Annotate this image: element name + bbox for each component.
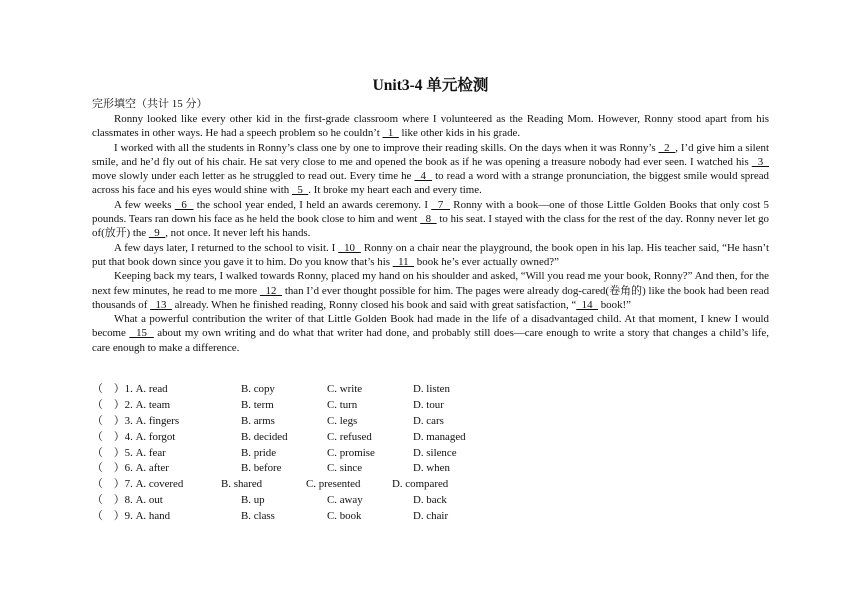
passage-text: What a powerful contribution the writer of that Little Golden Book had made in the life of a disadvantaged child. At that moment, I knew I would become (92, 313, 769, 340)
option-b: B. arms (241, 414, 275, 427)
option-row (92, 461, 512, 477)
option-b: B. term (241, 398, 274, 411)
blank-3: 3 (751, 155, 769, 168)
option-row (92, 414, 512, 430)
blank-11: 11 (392, 255, 415, 268)
option-b: B. decided (241, 430, 288, 443)
option-row (92, 398, 512, 414)
option-c: C. refused (327, 430, 372, 443)
option-d: D. listen (413, 383, 450, 395)
option-d: D. compared (392, 478, 449, 491)
passage-text: move slowly under each letter as he struggled to read out. Every time he (92, 170, 415, 183)
blank-12: 12 (259, 284, 283, 297)
passage-text: to his seat. I stayed with the class for the rest of the day. Ronny never let go of(放开) the (92, 213, 770, 240)
option-b: B. class (241, 510, 275, 523)
option-c: C. since (327, 462, 363, 475)
passage-text: , not once. It never left his hands. (165, 227, 311, 240)
section-label: 完形填空（共计 15 分） (92, 98, 208, 110)
answer-options (92, 382, 512, 525)
passage-text: Keeping back my tears, I walked towards Ronny, placed my hand on his shoulder and asked, “Will you read me your book, Ronny?” And then, for the next few minutes, he read to me more (92, 270, 769, 297)
option-b: B. before (241, 462, 282, 475)
passage-paragraph (92, 112, 769, 141)
passage-text: about my own writing and do what that writer had done, and probably still does—care enough to write a story that changes a child’s life, care enough to make a difference. (92, 327, 769, 354)
option-c: C. away (327, 494, 363, 507)
option-number-a: （ ）5. A. fear (92, 446, 166, 459)
option-c: C. book (327, 510, 362, 523)
option-c: C. presented (306, 478, 361, 491)
blank-2: 2 (658, 141, 676, 154)
option-number-a: （ ）8. A. out (92, 494, 163, 507)
option-d: D. back (413, 494, 447, 507)
option-number-a: （ ）1. A. read (92, 383, 168, 395)
blank-15: 15 (129, 327, 154, 340)
option-b: B. shared (221, 478, 263, 491)
option-row (92, 382, 512, 398)
option-number-a: （ ）7. A. covered (92, 478, 184, 491)
option-row (92, 446, 512, 462)
passage-paragraph (92, 198, 769, 241)
option-b: B. up (241, 494, 265, 507)
blank-5: 5 (291, 184, 309, 197)
passage-text: than I’d ever thought possible for him. The pages were already dog-cared(卷角的) like the book had been read thousands of (92, 284, 770, 311)
option-d: D. cars (413, 414, 444, 427)
passage-text: book he’s ever actually owned?” (414, 255, 559, 268)
blank-9: 9 (148, 227, 166, 240)
passage-text: I worked with all the students in Ronny’s class one by one to improve their reading skills. On the days when it was Ronny’s (114, 141, 659, 154)
passage-text: , I’d give him a silent smile, and he’d fly out of his chair. He sat very close to me and opened the book as if he was opening a treasure nobody had ever seen. I watched his (92, 141, 770, 168)
blank-14: 14 (576, 298, 599, 311)
option-number-a: （ ）3. A. fingers (92, 414, 180, 427)
passage-text: Ronny looked like every other kid in the first-grade classroom where I volunteered as the Reading Mom. However, Ronny stood apart from his classmates in other ways. He had a speech problem so he couldn’t (92, 113, 769, 140)
option-d: D. managed (413, 430, 466, 443)
option-row (92, 477, 512, 493)
passage-text: already. When he finished reading, Ronny closed his book and said with great satisfaction, “ (171, 298, 577, 311)
passage-text: . It broke my heart each and every time. (308, 184, 482, 197)
option-number-a: （ ）4. A. forgot (92, 430, 176, 443)
option-d: D. silence (413, 446, 457, 459)
passage-paragraph (92, 241, 769, 270)
option-row (92, 509, 512, 525)
passage-text: Ronny with a book—one of those Little Golden Books that only cost 5 pounds. Tears ran down his face as he held the book close to him and went (92, 198, 769, 226)
option-row (92, 430, 512, 446)
cloze-passage (92, 112, 769, 355)
passage-text: A few weeks (114, 198, 175, 211)
blank-10: 10 (338, 241, 361, 254)
document-page (92, 76, 769, 355)
option-c: C. write (327, 383, 363, 395)
option-b: B. copy (241, 383, 275, 395)
passage-paragraph (92, 141, 769, 198)
page-title: Unit3-4 单元检测 (372, 77, 489, 94)
passage-paragraph (92, 312, 769, 355)
option-d: D. chair (413, 510, 449, 523)
option-d: D. when (413, 462, 450, 475)
blank-4: 4 (414, 170, 433, 183)
option-row (92, 493, 512, 509)
passage-paragraph (92, 269, 769, 312)
option-number-a: （ ）9. A. hand (92, 510, 171, 523)
option-number-a: （ ）6. A. after (92, 462, 169, 475)
blank-13: 13 (150, 298, 172, 311)
passage-text: like other kids in his grade. (398, 127, 521, 140)
passage-text: book!” (598, 298, 631, 311)
blank-8: 8 (420, 213, 437, 226)
option-d: D. tour (413, 398, 444, 411)
option-c: C. promise (327, 446, 375, 459)
blank-7: 7 (431, 198, 450, 211)
passage-text: A few days later, I returned to the school to visit. I (114, 241, 339, 254)
option-c: C. legs (327, 414, 358, 427)
option-b: B. pride (241, 446, 277, 459)
passage-text: to read a word with a strange pronunciation, the biggest smile would spread across his face and his eyes would shine with (92, 170, 769, 197)
option-number-a: （ ）2. A. team (92, 398, 171, 411)
passage-text: the school year ended, I held an awards ceremony. I (193, 198, 432, 211)
blank-6: 6 (174, 198, 194, 211)
option-c: C. turn (327, 398, 358, 411)
passage-text: Ronny on a chair near the playground, the book open in his lap. His teacher said, “He hasn’t put that book down since you gave it to him. Do you know that’s his (92, 241, 770, 268)
blank-1: 1 (382, 127, 399, 140)
